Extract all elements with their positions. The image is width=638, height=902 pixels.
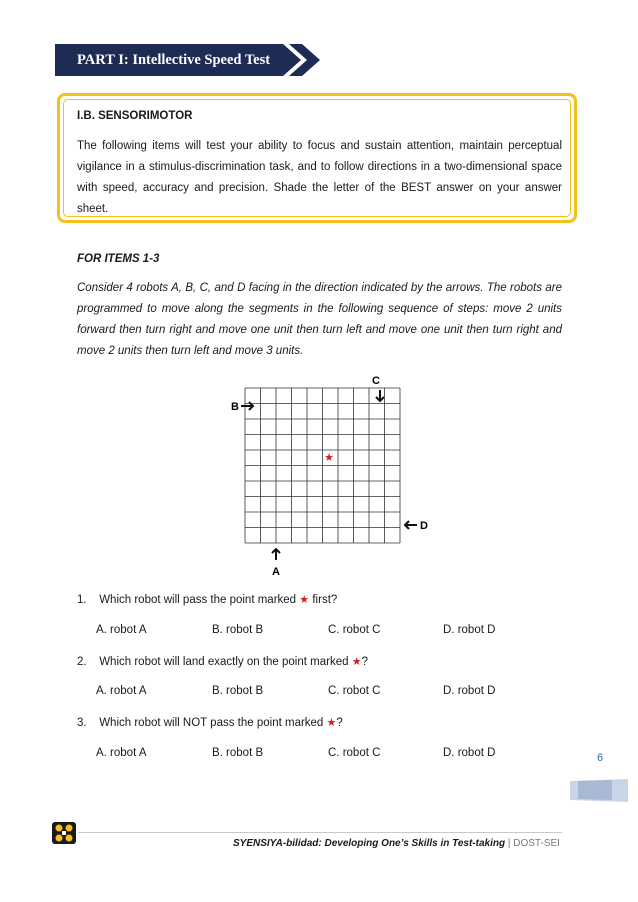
question-number: 3. xyxy=(77,717,87,729)
q3-option-a[interactable]: A. robot A xyxy=(96,747,147,759)
q1-option-d[interactable]: D. robot D xyxy=(443,624,496,636)
question-2 xyxy=(77,655,368,668)
q3-option-b[interactable]: B. robot B xyxy=(212,747,264,759)
footer-org: DOST-SEI xyxy=(513,838,560,849)
section-title: I.B. SENSORIMOTOR xyxy=(77,110,193,122)
footer-separator: | xyxy=(507,838,511,849)
q3-option-c[interactable]: C. robot C xyxy=(328,747,381,759)
robot-a-label: A xyxy=(272,566,280,578)
grid-star-icon: ★ xyxy=(324,451,334,464)
robot-d-label: D xyxy=(420,520,428,532)
robot-a-arrow xyxy=(272,549,280,560)
question-text-end: first? xyxy=(312,594,338,606)
robot-d-arrow xyxy=(405,521,417,529)
robot-c-arrow xyxy=(376,390,384,401)
robot-grid-figure xyxy=(225,368,445,583)
question-text: Which robot will land exactly on the point marked xyxy=(99,656,349,668)
q2-option-a[interactable]: A. robot A xyxy=(96,685,147,697)
robot-c-label: C xyxy=(372,375,380,387)
q1-option-b[interactable]: B. robot B xyxy=(212,624,264,636)
section-description: The following items will test your ability to focus and sustain attention, maintain perceptual vigilance in a stimulus-discrimination task, and to follow directions in a two-dimensional space with speed, accuracy and precision. Shade the letter of the BEST answer on your answer sheet. xyxy=(77,140,562,215)
star-icon: ★ xyxy=(326,717,337,729)
footer-text xyxy=(233,838,560,849)
q3-option-d[interactable]: D. robot D xyxy=(443,747,496,759)
question-text-end: ? xyxy=(336,717,343,729)
question-1 xyxy=(77,593,337,606)
question-text-end: ? xyxy=(361,656,368,668)
question-text: Which robot will NOT pass the point marked xyxy=(99,717,324,729)
star-icon: ★ xyxy=(299,594,310,606)
banner-title: PART I: Intellective Speed Test xyxy=(77,52,271,68)
q2-option-b[interactable]: B. robot B xyxy=(212,685,264,697)
grid-lines xyxy=(245,388,400,543)
question-3 xyxy=(77,716,343,729)
section-banner xyxy=(55,44,325,76)
q1-option-a[interactable]: A. robot A xyxy=(96,624,147,636)
robot-b-label: B xyxy=(231,401,239,413)
star-icon: ★ xyxy=(351,656,362,668)
question-number: 2. xyxy=(77,656,87,668)
dost-logo-icon xyxy=(52,822,76,844)
question-number: 1. xyxy=(77,594,87,606)
page-number: 6 xyxy=(597,752,604,764)
footer-title: SYENSIYA-bilidad: Developing One’s Skills in Test-taking xyxy=(233,838,506,849)
question-text: Which robot will pass the point marked xyxy=(99,594,297,606)
q1-option-c[interactable]: C. robot C xyxy=(328,624,381,636)
page-tab-shape xyxy=(568,778,630,804)
q2-option-c[interactable]: C. robot C xyxy=(328,685,381,697)
items-heading: FOR ITEMS 1-3 xyxy=(77,253,160,265)
footer-divider xyxy=(78,832,562,833)
q2-option-d[interactable]: D. robot D xyxy=(443,685,496,697)
instructions: Consider 4 robots A, B, C, and D facing in the direction indicated by the arrows. The robots are programmed to move along the segments in the following sequence of steps: move 2 units forward then turn right and move one unit then turn left and move one unit then turn right and move 2 units then turn left and move 3 units. xyxy=(77,282,562,357)
